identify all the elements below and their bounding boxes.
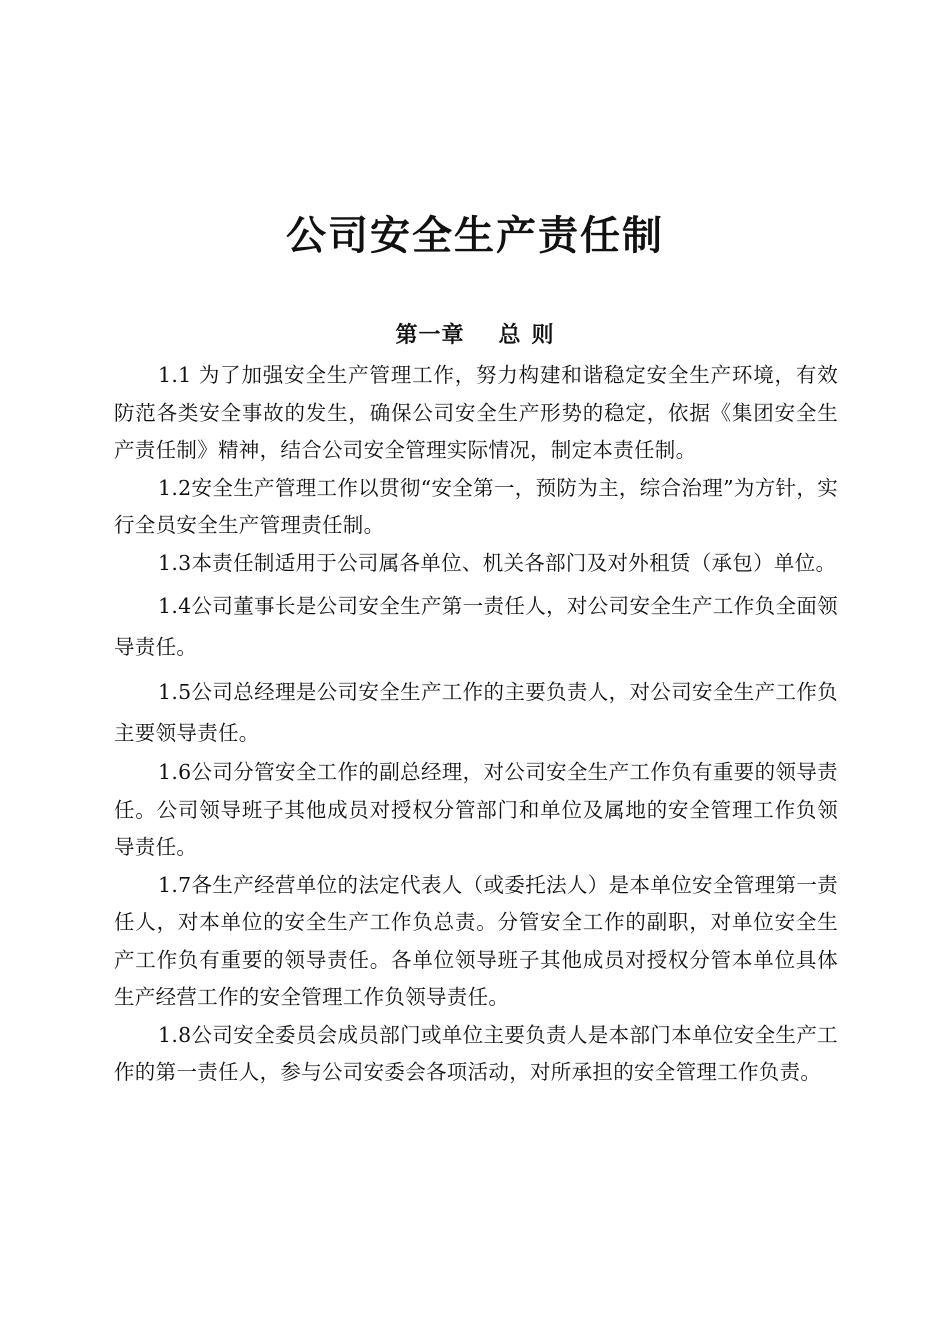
paragraph-1-7: 1.7各生产经营单位的法定代表人（或委托法人）是本单位安全管理第一责任人，对本单位的安全生产工作负总责。分管安全工作的副职，对单位安全生产工作负有重要的领导责任。各单位领导班子其他成员对授权分管本单位具体生产经营工作的安全管理工作负领导责任。 xyxy=(114,872,838,1009)
paragraph-1-6: 1.6公司分管安全工作的副总经理，对公司安全生产工作负有重要的领导责任。公司领导班子其他成员对授权分管部门和单位及属地的安全管理工作负领导责任。 xyxy=(114,760,838,859)
paragraph-1-2: 1.2安全生产管理工作以贯彻“安全第一，预防为主，综合治理”为方针，实行全员安全生产管理责任制。 xyxy=(114,475,838,537)
paragraph-1-1: 1.1 为了加强安全生产管理工作，努力构建和谐稳定安全生产环境，有效防范各类安全事故的发生，确保公司安全生产形势的稳定，依据《集团安全生产责任制》精神，结合公司安全管理实际情况，制定本责任制。 xyxy=(114,363,838,462)
chapter-label: 第一章 xyxy=(395,323,465,348)
paragraph-1-5: 1.5公司总经理是公司安全生产工作的主要负责人，对公司安全生产工作负主要领导责任。 xyxy=(114,680,838,745)
document-title: 公司安全生产责任制 xyxy=(286,213,664,259)
paragraph-1-8: 1.8公司安全委员会成员部门或单位主要负责人是本部门本单位安全生产工作的第一责任人，参与公司安委会各项活动，对所承担的安全管理工作负责。 xyxy=(114,1022,838,1084)
document-body xyxy=(114,357,838,1092)
chapter-heading xyxy=(0,318,950,354)
paragraph-1-4: 1.4公司董事长是公司安全生产第一责任人，对公司安全生产工作负全面领导责任。 xyxy=(114,594,838,659)
chapter-name-part2: 则 xyxy=(531,323,555,348)
paragraph-1-3: 1.3本责任制适用于公司属各单位、机关各部门及对外租赁（承包）单位。 xyxy=(158,550,837,575)
chapter-name-part1: 总 xyxy=(498,323,522,348)
